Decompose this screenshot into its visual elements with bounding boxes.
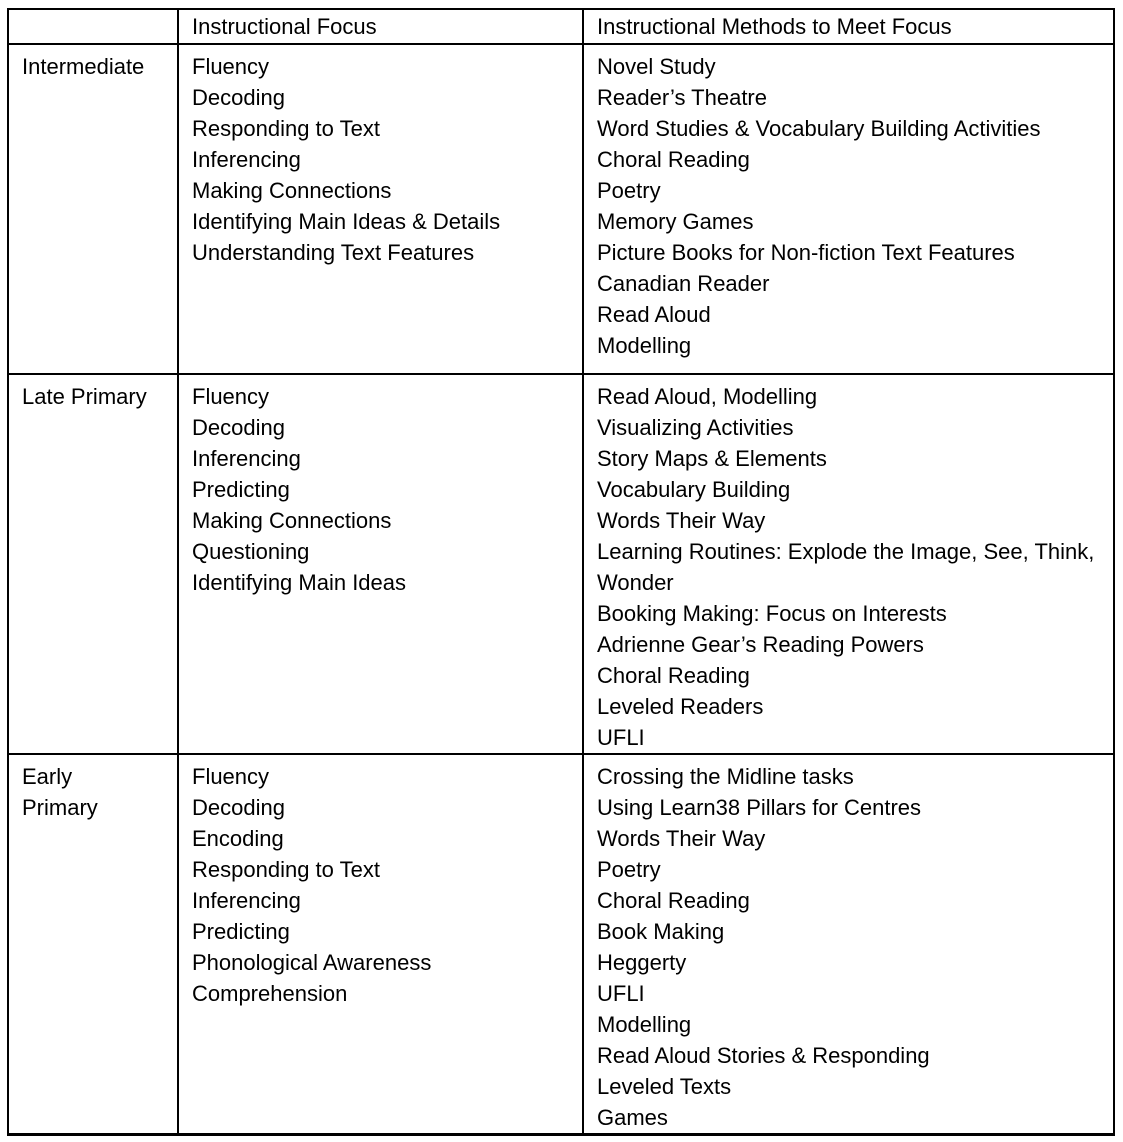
list-item: Responding to Text bbox=[192, 857, 380, 882]
list-item: Read Aloud, Modelling bbox=[597, 384, 818, 409]
list-item: Read Aloud Stories & Responding bbox=[597, 1043, 930, 1068]
list-item: Adrienne Gear’s Reading Powers bbox=[597, 632, 924, 657]
list-item: Reader’s Theatre bbox=[597, 85, 767, 110]
header-instructional-methods: Instructional Methods to Meet Focus bbox=[583, 9, 1114, 44]
list-item: Leveled Readers bbox=[597, 694, 764, 719]
list-item: Games bbox=[597, 1105, 668, 1130]
corner-header-cell bbox=[8, 9, 178, 44]
focus-cell-early-primary bbox=[178, 754, 583, 1135]
methods-cell-intermediate bbox=[583, 44, 1114, 374]
list-item: Words Their Way bbox=[597, 826, 766, 851]
methods-list bbox=[597, 381, 1101, 753]
focus-cell-late-primary bbox=[178, 374, 583, 754]
list-item: Choral Reading bbox=[597, 147, 750, 172]
list-item: Fluency bbox=[192, 54, 270, 79]
list-item: Making Connections bbox=[192, 508, 392, 533]
list-item: Canadian Reader bbox=[597, 271, 770, 296]
list-item: Words Their Way bbox=[597, 508, 766, 533]
methods-list bbox=[597, 761, 1101, 1133]
list-item: Identifying Main Ideas bbox=[192, 570, 407, 595]
list-item: Predicting bbox=[192, 919, 290, 944]
row-label-text: Early Primary bbox=[22, 764, 98, 820]
list-item: Fluency bbox=[192, 764, 270, 789]
list-item: Decoding bbox=[192, 415, 285, 440]
list-item: UFLI bbox=[597, 725, 645, 750]
list-item: Encoding bbox=[192, 826, 284, 851]
list-item: Phonological Awareness bbox=[192, 950, 432, 975]
list-item: Crossing the Midline tasks bbox=[597, 764, 854, 789]
list-item: Using Learn38 Pillars for Centres bbox=[597, 795, 922, 820]
list-item: Inferencing bbox=[192, 147, 301, 172]
table-row-early-primary bbox=[8, 754, 1114, 1135]
list-item: Choral Reading bbox=[597, 888, 750, 913]
list-item: Heggerty bbox=[597, 950, 687, 975]
list-item: Read Aloud bbox=[597, 302, 711, 327]
focus-list bbox=[192, 51, 570, 268]
list-item: Poetry bbox=[597, 178, 661, 203]
list-item: Decoding bbox=[192, 795, 285, 820]
list-item: Identifying Main Ideas & Details bbox=[192, 209, 501, 234]
list-item: Comprehension bbox=[192, 981, 348, 1006]
list-item: Inferencing bbox=[192, 888, 301, 913]
list-item: Story Maps & Elements bbox=[597, 446, 827, 471]
list-item: Predicting bbox=[192, 477, 290, 502]
table-row-late-primary bbox=[8, 374, 1114, 754]
row-label-intermediate bbox=[8, 44, 178, 374]
list-item: Inferencing bbox=[192, 446, 301, 471]
list-item: Word Studies & Vocabulary Building Activities bbox=[597, 116, 1041, 141]
list-item: Learning Routines: Explode the Image, See, Think, Wonder bbox=[597, 539, 1095, 595]
list-item: Vocabulary Building bbox=[597, 477, 791, 502]
focus-cell-intermediate bbox=[178, 44, 583, 374]
row-label-text: Late Primary bbox=[22, 384, 147, 409]
focus-list bbox=[192, 381, 570, 598]
methods-list bbox=[597, 51, 1101, 361]
list-item: Choral Reading bbox=[597, 663, 750, 688]
list-item: Novel Study bbox=[597, 54, 716, 79]
list-item: Book Making bbox=[597, 919, 725, 944]
row-label-text: Intermediate bbox=[22, 54, 145, 79]
list-item: Questioning bbox=[192, 539, 310, 564]
list-item: Fluency bbox=[192, 384, 270, 409]
list-item: UFLI bbox=[597, 981, 645, 1006]
list-item: Understanding Text Features bbox=[192, 240, 475, 265]
table-header-row bbox=[8, 9, 1114, 44]
list-item: Visualizing Activities bbox=[597, 415, 794, 440]
row-label-early-primary bbox=[8, 754, 178, 1135]
methods-cell-late-primary bbox=[583, 374, 1114, 754]
table-row-intermediate bbox=[8, 44, 1114, 374]
list-item: Poetry bbox=[597, 857, 661, 882]
header-instructional-focus: Instructional Focus bbox=[178, 9, 583, 44]
list-item: Responding to Text bbox=[192, 116, 380, 141]
row-label-late-primary bbox=[8, 374, 178, 754]
methods-cell-early-primary bbox=[583, 754, 1114, 1135]
list-item: Booking Making: Focus on Interests bbox=[597, 601, 947, 626]
list-item: Picture Books for Non-fiction Text Features bbox=[597, 240, 1015, 265]
list-item: Decoding bbox=[192, 85, 285, 110]
list-item: Modelling bbox=[597, 1012, 692, 1037]
instructional-focus-table bbox=[7, 8, 1115, 1136]
focus-list bbox=[192, 761, 570, 1009]
list-item: Modelling bbox=[597, 333, 692, 358]
list-item: Making Connections bbox=[192, 178, 392, 203]
list-item: Memory Games bbox=[597, 209, 754, 234]
list-item: Leveled Texts bbox=[597, 1074, 732, 1099]
